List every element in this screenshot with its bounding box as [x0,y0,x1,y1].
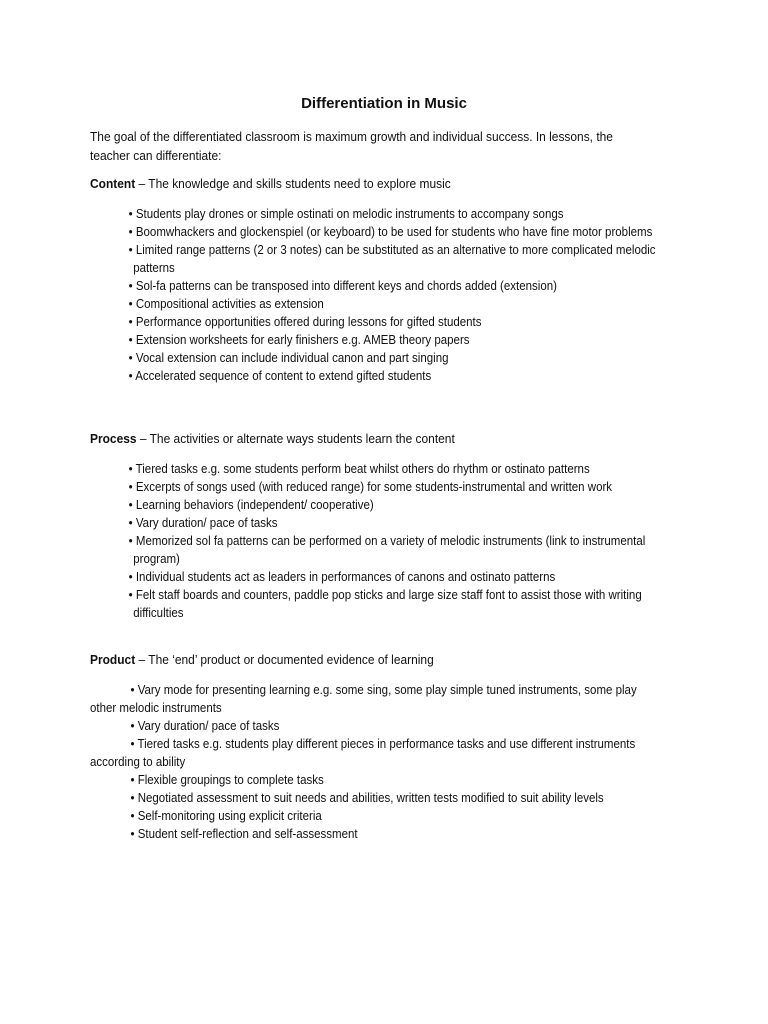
list-item: • Excerpts of songs used (with reduced range) for some students-instrumental and written work [128,480,613,494]
list-item: • Compositional activities as extension [128,297,324,311]
section-description: – The activities or alternate ways students learn the content [136,431,455,446]
list-item-text: • Tiered tasks e.g. students play different pieces in performance tasks and use different instruments according to ability [90,737,636,769]
section-description: – The knowledge and skills students need to explore music [135,176,451,191]
intro-paragraph: The goal of the differentiated classroom is maximum growth and individual success. In lessons, the teacher can differentiate: [90,129,613,163]
list-item-text: • Flexible groupings to complete tasks [130,773,324,787]
list-item: • Boomwhackers and glockenspiel (or keyboard) to be used for students who have fine motor problems [128,225,653,239]
list-item [90,825,660,843]
document-title: Differentiation in Music [301,95,467,112]
list-item-text: • Negotiated assessment to suit needs and abilities, written tests modified to suit ability levels [130,791,604,805]
list-item-text: • Student self-reflection and self-assessment [130,827,358,841]
list-item-text: • Self-monitoring using explicit criteria [130,809,322,823]
content-list [90,205,660,385]
list-item: • Performance opportunities offered during lessons for gifted students [128,315,482,329]
list-item: • Sol-fa patterns can be transposed into different keys and chords added (extension) [128,279,557,293]
list-item [90,771,660,789]
list-item-text: • Vary mode for presenting learning e.g. some sing, some play simple tuned instruments, some play other melodic instruments [90,683,637,715]
list-item [90,681,660,717]
section-label: Product [90,652,136,667]
list-item: • Individual students act as leaders in performances of canons and ostinato patterns [128,570,556,584]
list-item: • Students play drones or simple ostinati on melodic instruments to accompany songs [128,207,564,221]
list-item: • Limited range patterns (2 or 3 notes) can be substituted as an alternative to more complicated melodic patterns [128,243,656,275]
list-item: • Felt staff boards and counters, paddle pop sticks and large size staff font to assist those with writing difficulties [128,588,642,620]
list-item: • Accelerated sequence of content to extend gifted students [128,369,432,383]
list-item: • Vocal extension can include individual canon and part singing [128,351,449,365]
process-list [90,460,660,622]
list-item-text: • Vary duration/ pace of tasks [130,719,280,733]
section-label: Process [90,431,137,446]
section-label: Content [90,176,136,191]
list-item: • Extension worksheets for early finishers e.g. AMEB theory papers [128,333,470,347]
section-description: – The ‘end’ product or documented evidence of learning [135,652,434,667]
list-item [90,717,660,735]
section-heading-product [90,651,660,669]
list-item: • Learning behaviors (independent/ cooperative) [128,498,374,512]
list-item [90,789,660,807]
list-item [90,735,660,771]
section-heading-content [90,175,660,193]
list-item [90,807,660,825]
list-item: • Vary duration/ pace of tasks [128,516,278,530]
list-item: • Tiered tasks e.g. some students perform beat whilst others do rhythm or ostinato patterns [128,462,590,476]
section-heading-process [90,430,660,448]
product-list [90,681,660,843]
list-item: • Memorized sol fa patterns can be performed on a variety of melodic instruments (link to instrumental program) [128,534,646,566]
